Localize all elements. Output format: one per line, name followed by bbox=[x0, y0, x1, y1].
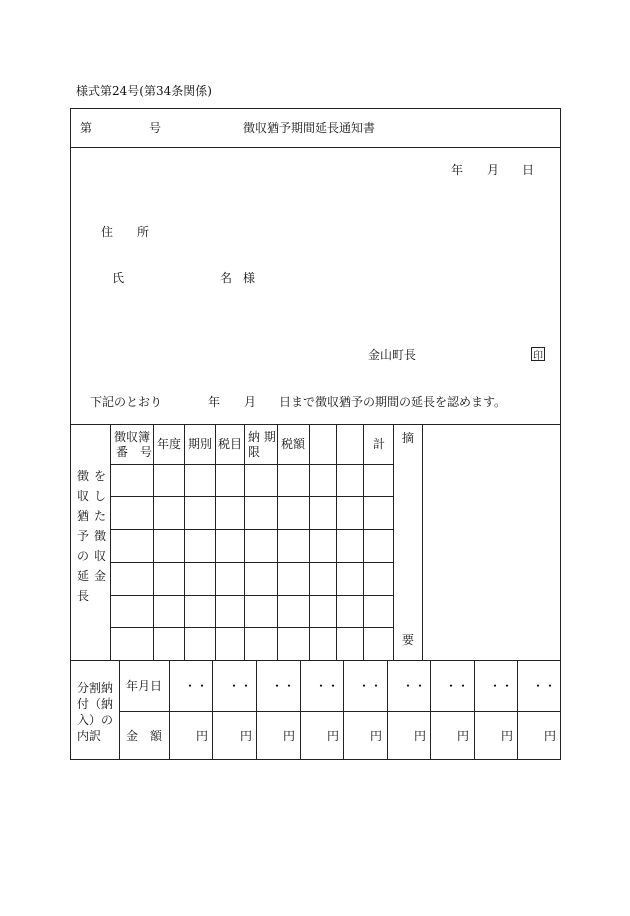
installment-label-4: 内訳 bbox=[77, 729, 102, 743]
installment-col-line bbox=[169, 660, 170, 759]
name-honorific: 様 bbox=[243, 271, 256, 285]
installment-yen-cell: 円 bbox=[370, 729, 383, 743]
date-month: 月 bbox=[487, 163, 500, 177]
grid-line bbox=[336, 424, 337, 660]
grid-line bbox=[110, 595, 393, 596]
installment-col-line bbox=[343, 660, 344, 759]
installment-yen-cell: 円 bbox=[544, 729, 557, 743]
name-label-1: 氏 bbox=[112, 271, 125, 285]
installment-yen-cell: 円 bbox=[196, 729, 209, 743]
label-char: た bbox=[94, 509, 107, 523]
header-total: 計 bbox=[373, 437, 386, 451]
statement-suffix: 日まで徴収猶予の期間の延長を認めます。 bbox=[279, 395, 507, 409]
installment-date-cell: ・・ bbox=[445, 679, 470, 693]
installment-amount-label: 金 額 bbox=[126, 729, 163, 743]
label-char: 予 bbox=[77, 529, 90, 543]
installment-col-line bbox=[517, 660, 518, 759]
installment-col-line bbox=[474, 660, 475, 759]
date-day: 日 bbox=[522, 163, 535, 177]
installment-yen-cell: 円 bbox=[457, 729, 470, 743]
label-char: 収 bbox=[77, 489, 90, 503]
header-tax-item: 税目 bbox=[218, 437, 243, 451]
label-col-2 bbox=[94, 470, 106, 582]
installment-date-cell: ・・ bbox=[315, 679, 340, 693]
name-label-2: 名 bbox=[220, 271, 233, 285]
label-char: 長 bbox=[77, 589, 90, 603]
installment-row-divider bbox=[119, 711, 560, 712]
label-char: 収 bbox=[94, 549, 107, 563]
statement-year: 年 bbox=[208, 395, 221, 409]
label-char: 徴 bbox=[94, 529, 107, 543]
header-ledger-line1: 徴収簿 bbox=[114, 430, 151, 444]
header-ledger-line2: 番 号 bbox=[116, 445, 153, 459]
installment-col-line bbox=[256, 660, 257, 759]
installment-yen-cell: 円 bbox=[327, 729, 340, 743]
installment-date-cell: ・・ bbox=[532, 679, 557, 693]
header-remarks-top: 摘 bbox=[402, 431, 415, 445]
grid-line bbox=[110, 562, 393, 563]
header-amount: 税額 bbox=[281, 437, 306, 451]
grid-line bbox=[363, 424, 364, 660]
installment-date-label: 年月日 bbox=[126, 679, 163, 693]
number-suffix: 号 bbox=[149, 121, 162, 135]
installment-date-cell: ・・ bbox=[228, 679, 253, 693]
grid-line bbox=[215, 424, 216, 660]
installment-col-line bbox=[430, 660, 431, 759]
installment-divider bbox=[71, 660, 560, 661]
installment-label-3: 入）の bbox=[77, 713, 114, 727]
grid-line bbox=[110, 529, 393, 530]
header-due-line1: 納 期 bbox=[248, 430, 276, 444]
installment-date-cell: ・・ bbox=[271, 679, 296, 693]
installment-col-line bbox=[212, 660, 213, 759]
statement-prefix: 下記のとおり bbox=[90, 395, 163, 409]
label-char: を bbox=[94, 469, 107, 483]
address-label-2: 所 bbox=[137, 225, 150, 239]
installment-yen-cell: 円 bbox=[414, 729, 427, 743]
installment-yen-cell: 円 bbox=[240, 729, 253, 743]
grid-line bbox=[244, 424, 245, 660]
installment-col-line bbox=[387, 660, 388, 759]
grid-line bbox=[422, 424, 423, 660]
installment-label-1: 分割納 bbox=[77, 681, 114, 695]
installment-label-line bbox=[119, 660, 120, 759]
label-char: し bbox=[94, 489, 107, 503]
label-char: 金 bbox=[94, 569, 107, 583]
installment-date-cell: ・・ bbox=[402, 679, 427, 693]
document-title: 徴収猶予期間延長通知書 bbox=[243, 121, 376, 135]
issuer-name: 金山町長 bbox=[368, 348, 417, 362]
installment-yen-cell: 円 bbox=[283, 729, 296, 743]
label-char: 延 bbox=[77, 569, 90, 583]
installment-yen-cell: 円 bbox=[501, 729, 514, 743]
number-prefix: 第 bbox=[80, 121, 93, 135]
grid-line bbox=[110, 627, 393, 628]
seal-mark: 印 bbox=[531, 347, 545, 361]
address-label-1: 住 bbox=[101, 225, 114, 239]
grid-line bbox=[393, 424, 394, 660]
header-due-line2: 限 bbox=[248, 445, 261, 459]
header-remarks-bottom: 要 bbox=[402, 633, 415, 647]
installment-date-cell: ・・ bbox=[358, 679, 383, 693]
installment-date-cell: ・・ bbox=[184, 679, 209, 693]
label-col-1 bbox=[77, 470, 89, 602]
body-divider bbox=[71, 424, 560, 425]
grid-line bbox=[110, 424, 111, 660]
header-term: 期別 bbox=[188, 437, 213, 451]
installment-label-2: 付（納 bbox=[77, 697, 114, 711]
statement-month: 月 bbox=[244, 395, 257, 409]
label-char: 徴 bbox=[77, 469, 90, 483]
grid-line bbox=[277, 424, 278, 660]
grid-line bbox=[110, 496, 393, 497]
date-year: 年 bbox=[451, 163, 464, 177]
grid-line bbox=[153, 424, 154, 660]
label-char: の bbox=[77, 549, 90, 563]
grid-line bbox=[184, 424, 185, 660]
installment-date-cell: ・・ bbox=[489, 679, 514, 693]
header-year: 年度 bbox=[157, 437, 182, 451]
installment-col-line bbox=[300, 660, 301, 759]
header-divider bbox=[71, 147, 560, 148]
grid-line bbox=[309, 424, 310, 660]
grid-line bbox=[110, 464, 393, 465]
form-reference: 様式第24号(第34条関係) bbox=[76, 84, 212, 98]
label-char: 猶 bbox=[77, 509, 90, 523]
notice-form bbox=[70, 108, 561, 760]
